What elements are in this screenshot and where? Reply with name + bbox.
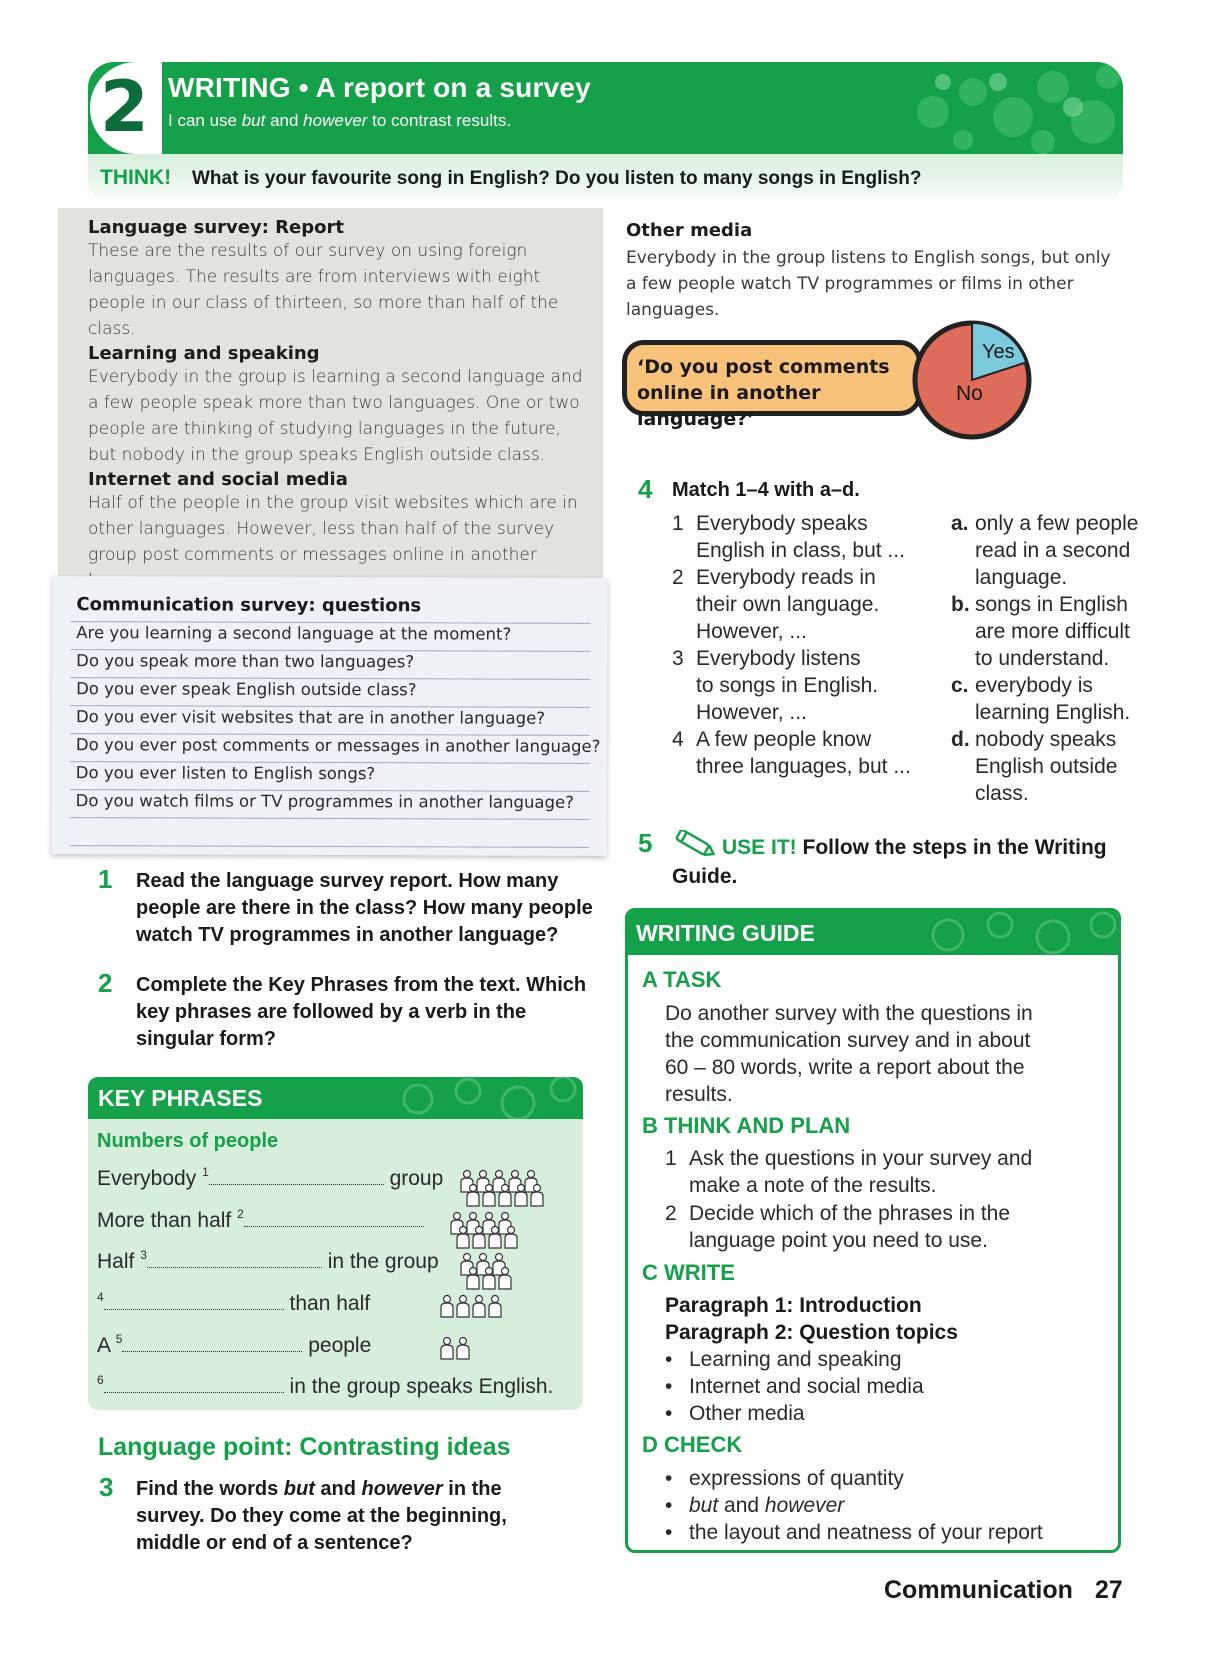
wg-task-text: Do another survey with the questions in the communication survey and in about 60 – 80 words, write a report about the results. xyxy=(665,1002,1033,1106)
report-heading-other-media: Other media xyxy=(626,220,753,241)
survey-question: Do you watch films or TV programmes in another language? xyxy=(75,791,574,812)
survey-question: Do you speak more than two languages? xyxy=(76,651,415,672)
report-text-learning: Everybody in the group is learning a second language and a few people speak more than two languages. One or two people are thinking of studying languages in the future, but nobody in the group speaks English outside class. xyxy=(88,367,583,465)
language-point-title: Language point: Contrasting ideas xyxy=(98,1433,511,1461)
exercise-2-text: Complete the Key Phrases from the text. Which key phrases are followed by a verb in the singular form? xyxy=(136,974,587,1050)
wg-section-check: D CHECK xyxy=(642,1432,743,1457)
page-footer xyxy=(884,1576,1123,1605)
key-phrase-row: More than half $^2$ xyxy=(97,1209,424,1233)
wg-paragraph-2: Paragraph 2: Question topics xyxy=(665,1321,958,1344)
report-intro: These are the results of our survey on using foreign languages. The results are from interviews with eight people in our class of thirteen, so more than half of the class. xyxy=(88,241,559,339)
swirl-pattern-icon xyxy=(918,911,1121,955)
wg-plan-item: 1 Ask the questions in your survey and make a note of the results. xyxy=(665,1147,1033,1197)
survey-question: Do you ever visit websites that are in another language? xyxy=(75,707,546,728)
match-item-left: 2 Everybody reads in their own language. However, ... xyxy=(672,566,880,643)
key-phrase-row: A $^5$ people xyxy=(97,1332,372,1357)
pie-question-label: ‘Do you post comments online in another language?’ xyxy=(622,340,922,416)
exercise-5-number: 5 xyxy=(638,828,653,858)
exercise-1-text: Read the language survey report. How many people are there in the class? How many people watch TV programmes in another language? xyxy=(136,870,593,946)
person-icon xyxy=(473,1296,485,1318)
use-it-label: USE IT! xyxy=(722,836,797,859)
bubble-pattern-icon xyxy=(903,62,1123,154)
person-icon xyxy=(441,1338,453,1360)
key-phrase-row: $^6$ in the group speaks English. xyxy=(97,1373,554,1398)
key-phrase-row: Everybody $^1$ group xyxy=(97,1165,444,1190)
wg-section-plan: B THINK AND PLAN xyxy=(642,1113,851,1138)
page-number: 27 xyxy=(1094,1576,1123,1604)
exercise-5-text: USE IT! Follow the steps in the Writing Guide. xyxy=(672,836,1107,888)
exercise-4-number: 4 xyxy=(638,474,653,504)
swirl-pattern-icon xyxy=(388,1077,583,1119)
writing-guide-header: WRITING GUIDE xyxy=(628,911,1121,955)
pie-label-no: No xyxy=(956,382,983,405)
match-item-left: 3 Everybody listens to songs in English. However, ... xyxy=(672,647,879,724)
lesson-title: WRITING • A report on a survey xyxy=(168,72,591,103)
survey-question: Do you ever listen to English songs? xyxy=(75,763,376,784)
think-label: THINK! xyxy=(100,166,172,189)
exercise-4-title: Match 1–4 with a–d. xyxy=(672,479,860,501)
match-item-left: 1 Everybody speaks English in class, but ... xyxy=(672,512,905,562)
match-item-right: c. everybody is learning English. xyxy=(951,674,1131,724)
pie-label-yes: Yes xyxy=(982,341,1015,363)
report-heading-learning: Learning and speaking xyxy=(88,343,320,364)
people-icons xyxy=(440,1160,590,1380)
match-item-right: b. songs in English are more difficult to understand. xyxy=(951,593,1130,670)
survey-question: Are you learning a second language at the moment? xyxy=(76,623,512,644)
report-text-internet: Half of the people in the group visit websites which are in other languages. However, less than half of the survey group post comments or messages online in another xyxy=(88,493,578,565)
exercise-2-number: 2 xyxy=(98,968,113,998)
wg-section-task: A TASK xyxy=(642,967,722,992)
match-item-right: a. only a few people read in a second language. xyxy=(951,512,1139,589)
person-icon xyxy=(457,1338,469,1360)
wg-check-bullet: • the layout and neatness of your report xyxy=(689,1519,1043,1546)
key-phrase-row: Half $^3$ in the group xyxy=(97,1248,439,1273)
report-title: Language survey: Report xyxy=(88,217,344,238)
wg-write-bullet: • Other media xyxy=(689,1400,805,1427)
wg-check-bullet: • expressions of quantity xyxy=(689,1465,904,1492)
survey-question: Do you ever speak English outside class? xyxy=(76,679,417,700)
wg-write-bullet: • Learning and speaking xyxy=(689,1346,902,1373)
report-text-other-media: Everybody in the group listens to English songs, but only a few people watch TV programmes or films in other languages. xyxy=(626,248,1111,320)
wg-section-write: C WRITE xyxy=(642,1260,735,1285)
survey-question: Do you ever post comments or messages in another language? xyxy=(75,735,601,756)
match-item-left: 4 A few people know three languages, but ... xyxy=(672,728,911,778)
pie-chart xyxy=(910,318,1035,443)
wg-plan-item: 2 Decide which of the phrases in the language point you need to use. xyxy=(665,1202,1011,1252)
person-icon xyxy=(457,1296,469,1318)
wg-write-bullet: • Internet and social media xyxy=(689,1373,924,1400)
key-phrases-subtitle: Numbers of people xyxy=(97,1130,279,1152)
exercise-1-number: 1 xyxy=(98,864,113,894)
lesson-number-badge: 2 xyxy=(90,62,162,154)
survey-report xyxy=(88,216,588,594)
person-icon xyxy=(489,1296,501,1318)
survey-title: Communication survey: questions xyxy=(76,594,422,617)
survey-questions-note xyxy=(52,576,608,856)
think-question: What is your favourite song in English? Do you listen to many songs in English? xyxy=(192,168,922,189)
lesson-objective: I can use but and however to contrast results. xyxy=(168,111,512,130)
key-phrases-header: KEY PHRASES xyxy=(88,1077,583,1119)
report-heading-internet: Internet and social media xyxy=(88,469,348,490)
exercise-3-number: 3 xyxy=(99,1472,114,1502)
think-prompt xyxy=(88,154,1123,204)
person-icon xyxy=(441,1296,453,1318)
unit-name: Communication xyxy=(884,1576,1073,1604)
wg-paragraph-1: Paragraph 1: Introduction xyxy=(665,1294,922,1317)
key-phrase-row: $^4$ than half xyxy=(97,1290,371,1315)
exercise-3-text: Find the words but and however in the survey. Do they come at the beginning, middle or end of a sentence? xyxy=(136,1478,507,1554)
match-item-right: d. nobody speaks English outside class. xyxy=(951,728,1118,805)
wg-check-bullet: • but and however xyxy=(689,1492,844,1519)
